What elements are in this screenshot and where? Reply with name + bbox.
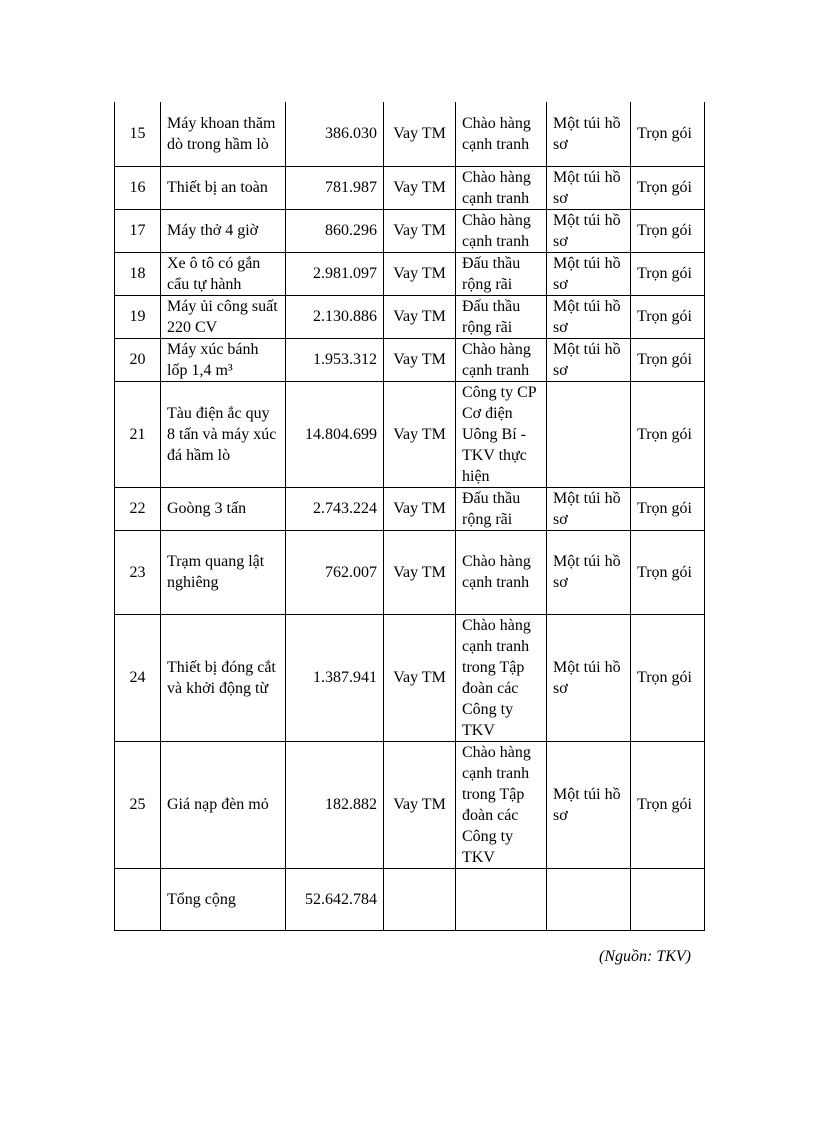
- contract-type: Trọn gói: [631, 381, 705, 487]
- total-empty-cell: [547, 868, 631, 930]
- package-value: 762.007: [286, 530, 384, 614]
- funding-source: Vay TM: [384, 166, 456, 209]
- selection-method: Chào hàng cạnh tranh: [456, 338, 547, 381]
- package-name: Tàu điện ắc quy 8 tấn và máy xúc đá hầm lò: [161, 381, 286, 487]
- bidding-mode: Một túi hồ sơ: [547, 295, 631, 338]
- bidding-mode: Một túi hồ sơ: [547, 252, 631, 295]
- bidding-mode: [547, 381, 631, 487]
- bidding-mode: Một túi hồ sơ: [547, 166, 631, 209]
- package-name: Goòng 3 tấn: [161, 487, 286, 530]
- package-name: Máy khoan thăm dò trong hầm lò: [161, 102, 286, 166]
- contract-type: Trọn gói: [631, 209, 705, 252]
- contract-type: Trọn gói: [631, 166, 705, 209]
- contract-type: Trọn gói: [631, 487, 705, 530]
- total-label: Tổng cộng: [161, 868, 286, 930]
- total-empty-cell: [384, 868, 456, 930]
- row-number: 22: [115, 487, 161, 530]
- table-row: [115, 614, 705, 741]
- package-name: Thiết bị đóng cắt và khởi động từ: [161, 614, 286, 741]
- selection-method: Chào hàng cạnh tranh trong Tập đoàn các Công ty TKV: [456, 614, 547, 741]
- package-value: 1.387.941: [286, 614, 384, 741]
- funding-source: Vay TM: [384, 614, 456, 741]
- funding-source: Vay TM: [384, 295, 456, 338]
- funding-source: Vay TM: [384, 102, 456, 166]
- total-empty-cell: [456, 868, 547, 930]
- bidding-mode: Một túi hồ sơ: [547, 614, 631, 741]
- row-number: 25: [115, 741, 161, 868]
- contract-type: Trọn gói: [631, 252, 705, 295]
- table-row: [115, 530, 705, 614]
- contract-type: Trọn gói: [631, 338, 705, 381]
- package-value: 386.030: [286, 102, 384, 166]
- selection-method: Chào hàng cạnh tranh trong Tập đoàn các Công ty TKV: [456, 741, 547, 868]
- bidding-mode: Một túi hồ sơ: [547, 741, 631, 868]
- funding-source: Vay TM: [384, 252, 456, 295]
- bidding-mode: Một túi hồ sơ: [547, 487, 631, 530]
- package-value: 14.804.699: [286, 381, 384, 487]
- bidding-mode: Một túi hồ sơ: [547, 209, 631, 252]
- source-note: (Nguồn: TKV): [599, 948, 691, 965]
- package-name: Máy xúc bánh lốp 1,4 m³: [161, 338, 286, 381]
- selection-method: Chào hàng cạnh tranh: [456, 102, 547, 166]
- package-name: Máy ủi công suất 220 CV: [161, 295, 286, 338]
- row-number: 20: [115, 338, 161, 381]
- row-number: 18: [115, 252, 161, 295]
- table-row: [115, 338, 705, 381]
- contract-type: Trọn gói: [631, 741, 705, 868]
- selection-method: Chào hàng cạnh tranh: [456, 530, 547, 614]
- selection-method: Công ty CP Cơ điện Uông Bí - TKV thực hiện: [456, 381, 547, 487]
- selection-method: Đấu thầu rộng rãi: [456, 487, 547, 530]
- package-value: 2.743.224: [286, 487, 384, 530]
- table-row: [115, 166, 705, 209]
- funding-source: Vay TM: [384, 487, 456, 530]
- row-number: 17: [115, 209, 161, 252]
- selection-method: Đấu thầu rộng rãi: [456, 252, 547, 295]
- table-row: [115, 381, 705, 487]
- table-row: [115, 741, 705, 868]
- package-name: Thiết bị an toàn: [161, 166, 286, 209]
- package-value: 781.987: [286, 166, 384, 209]
- funding-source: Vay TM: [384, 741, 456, 868]
- total-value: 52.642.784: [286, 868, 384, 930]
- table-row: [115, 252, 705, 295]
- total-row: [115, 868, 705, 930]
- package-value: 182.882: [286, 741, 384, 868]
- package-name: Xe ô tô có gắn cẩu tự hành: [161, 252, 286, 295]
- procurement-table: [114, 102, 705, 931]
- row-number: 15: [115, 102, 161, 166]
- package-value: 2.130.886: [286, 295, 384, 338]
- funding-source: Vay TM: [384, 530, 456, 614]
- row-number: 21: [115, 381, 161, 487]
- funding-source: Vay TM: [384, 381, 456, 487]
- table-row: [115, 102, 705, 166]
- row-number: 16: [115, 166, 161, 209]
- row-number: 24: [115, 614, 161, 741]
- bidding-mode: Một túi hồ sơ: [547, 530, 631, 614]
- contract-type: Trọn gói: [631, 614, 705, 741]
- row-number: 19: [115, 295, 161, 338]
- package-name: Trạm quang lật nghiêng: [161, 530, 286, 614]
- package-value: 1.953.312: [286, 338, 384, 381]
- table-row: [115, 295, 705, 338]
- funding-source: Vay TM: [384, 338, 456, 381]
- table-row: [115, 487, 705, 530]
- contract-type: Trọn gói: [631, 530, 705, 614]
- package-name: Máy thở 4 giờ: [161, 209, 286, 252]
- contract-type: Trọn gói: [631, 295, 705, 338]
- total-stt-empty: [115, 868, 161, 930]
- selection-method: Chào hàng cạnh tranh: [456, 166, 547, 209]
- package-value: 860.296: [286, 209, 384, 252]
- total-empty-cell: [631, 868, 705, 930]
- selection-method: Đấu thầu rộng rãi: [456, 295, 547, 338]
- package-name: Giá nạp đèn mỏ: [161, 741, 286, 868]
- bidding-mode: Một túi hồ sơ: [547, 102, 631, 166]
- selection-method: Chào hàng cạnh tranh: [456, 209, 547, 252]
- row-number: 23: [115, 530, 161, 614]
- contract-type: Trọn gói: [631, 102, 705, 166]
- bidding-mode: Một túi hồ sơ: [547, 338, 631, 381]
- funding-source: Vay TM: [384, 209, 456, 252]
- package-value: 2.981.097: [286, 252, 384, 295]
- table-row: [115, 209, 705, 252]
